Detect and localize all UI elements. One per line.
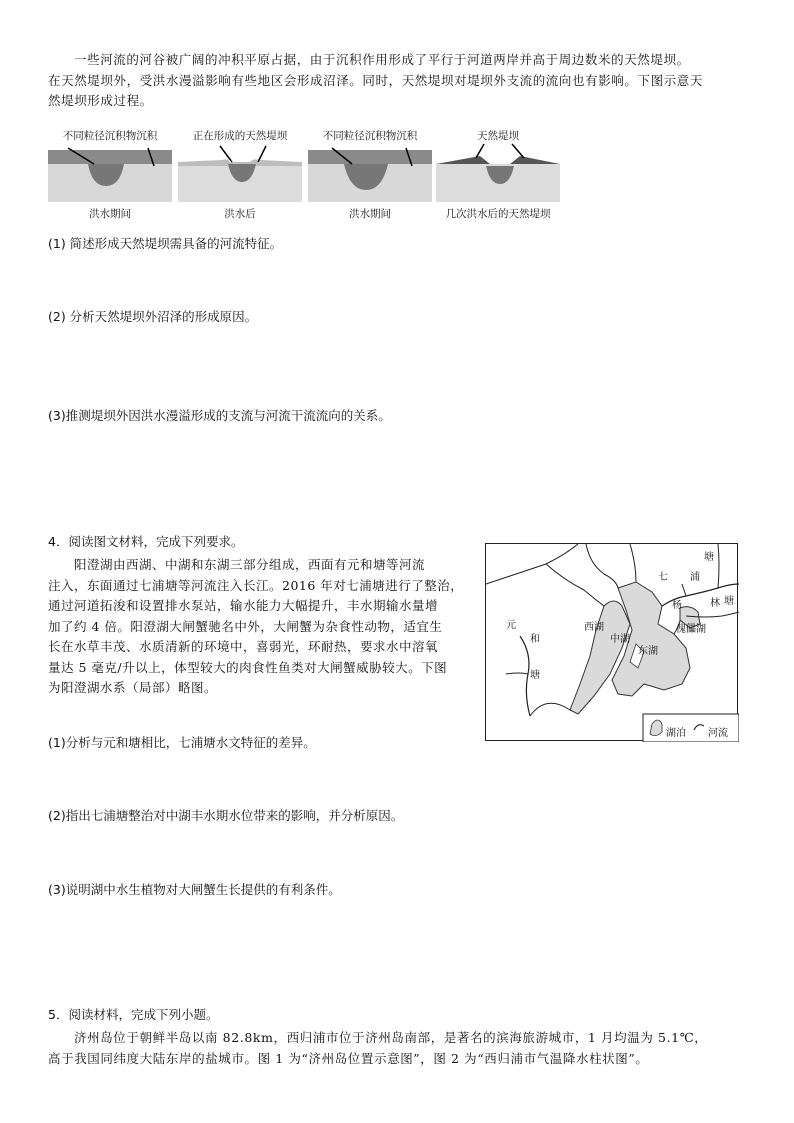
map-label-guilianhu: 傀儡湖 xyxy=(676,624,706,635)
panel-4-top-label: 天然堤坝 xyxy=(477,130,519,142)
levee-panel-1 xyxy=(48,128,172,223)
panel-3-top-label: 不同粒径沉积物沉积 xyxy=(322,130,418,142)
map-label-he: 和 xyxy=(530,634,540,645)
map-label-yang: 杨 xyxy=(672,600,682,611)
yangcheng-lake-map xyxy=(485,543,738,741)
map-label-lin: 林 xyxy=(710,598,720,609)
panel-3-caption: 洪水期间 xyxy=(349,208,391,220)
panel-2-top-label: 正在形成的天然堤坝 xyxy=(192,130,288,142)
q4-line-1: 阳澄湖由西湖、中湖和东湖三部分组成，西面有元和塘等河流 xyxy=(74,557,426,572)
q4-line-4: 加了约 4 倍。阳澄湖大闸蟹驰名中外，大闸蟹为杂食性动物，适宜生 xyxy=(48,618,443,634)
q4-line-3: 通过河道拓浚和设置排水泵站，输水能力大幅提升，丰水期输水量增 xyxy=(48,598,439,613)
map-label-zhonghu: 中湖 xyxy=(610,634,630,645)
panel-4-caption: 几次洪水后的天然堤坝 xyxy=(445,208,551,220)
panel-2-illustration xyxy=(178,142,302,204)
q4-heading: 4．阅读图文材料，完成下列要求。 xyxy=(48,534,244,549)
map-label-tang-top: 塘 xyxy=(704,552,714,563)
q4-line-2: 注入，东面通过七浦塘等河流注入长江。2016 年对七浦塘进行了整治， xyxy=(48,577,464,593)
map-label-tang-left: 塘 xyxy=(530,670,540,681)
q4-question-3: (3)说明湖中水生植物对大闸蟹生长提供的有利条件。 xyxy=(48,882,341,897)
q3-intro xyxy=(48,50,748,112)
q3-intro-line-3: 然堤坝形成过程。 xyxy=(48,93,153,108)
q3-intro-line-1: 一些河流的河谷被广阔的冲积平原占据，由于沉积作用形成了平行于河道两岸并高于周边数米的天然堤坝。 xyxy=(74,52,690,67)
panel-1-caption: 洪水期间 xyxy=(89,208,131,220)
legend-lake-label: 湖泊 xyxy=(666,728,686,739)
q4-line-5: 长在水草丰茂、水质清新的环境中，喜弱光，环耐热，要求水中溶氧 xyxy=(48,639,439,654)
levee-panel-2 xyxy=(178,128,302,223)
map-label-yuan: 元 xyxy=(506,620,516,631)
q3-intro-line-2: 在天然堤坝外，受洪水漫溢影响有些地区会形成沼泽。同时，天然堤坝对堤坝外支流的流向也有影响。下图示意天 xyxy=(48,72,704,88)
legend-river-label: 河流 xyxy=(708,728,728,739)
map-label-tang-right: 塘 xyxy=(724,596,734,607)
map-label-donghu: 东湖 xyxy=(638,646,658,657)
panel-1-illustration xyxy=(48,142,172,204)
levee-formation-figure xyxy=(48,128,560,223)
panel-4-illustration xyxy=(436,142,560,204)
panel-2-caption: 洪水后 xyxy=(224,208,256,220)
q4-material xyxy=(48,555,476,699)
map-label-qi: 七 xyxy=(658,572,668,583)
panel-1-top-label: 不同粒径沉积物沉积 xyxy=(62,130,158,142)
levee-panel-3 xyxy=(308,128,432,223)
q5-material xyxy=(48,1028,748,1069)
q4-line-7: 为阳澄湖水系（局部）略图。 xyxy=(48,680,218,695)
q3-question-2: (2) 分析天然堤坝外沼泽的形成原因。 xyxy=(48,309,258,324)
q4-question-1: (1)分析与元和塘相比，七浦塘水文特征的差异。 xyxy=(48,735,316,750)
levee-panel-4 xyxy=(436,128,560,223)
q3-question-1: (1) 简述形成天然堤坝需具备的河流特征。 xyxy=(48,236,283,251)
q4-question-2: (2)指出七浦塘整治对中湖丰水期水位带来的影响，并分析原因。 xyxy=(48,808,404,823)
q3-question-3: (3)推测堤坝外因洪水漫溢形成的支流与河流干流流向的关系。 xyxy=(48,408,391,423)
map-label-xihu: 西湖 xyxy=(584,622,604,633)
q5-line-2: 高于我国同纬度大陆东岸的盐城市。图 1 为“济州岛位置示意图”，图 2 为“西归浦市气温降水柱状图”。 xyxy=(48,1050,649,1066)
panel-3-illustration xyxy=(308,142,432,204)
map-label-pu: 浦 xyxy=(690,572,700,583)
q5-line-1: 济州岛位于朝鲜半岛以南 82.8km，西归浦市位于济州岛南部，是著名的滨海旅游城市，1 月均温为 5.1℃， xyxy=(74,1030,708,1045)
q5-heading: 5．阅读材料，完成下列小题。 xyxy=(48,1007,219,1022)
q4-line-6: 量达 5 毫克/升以上，体型较大的肉食性鱼类对大闸蟹威胁较大。下图 xyxy=(48,659,448,675)
